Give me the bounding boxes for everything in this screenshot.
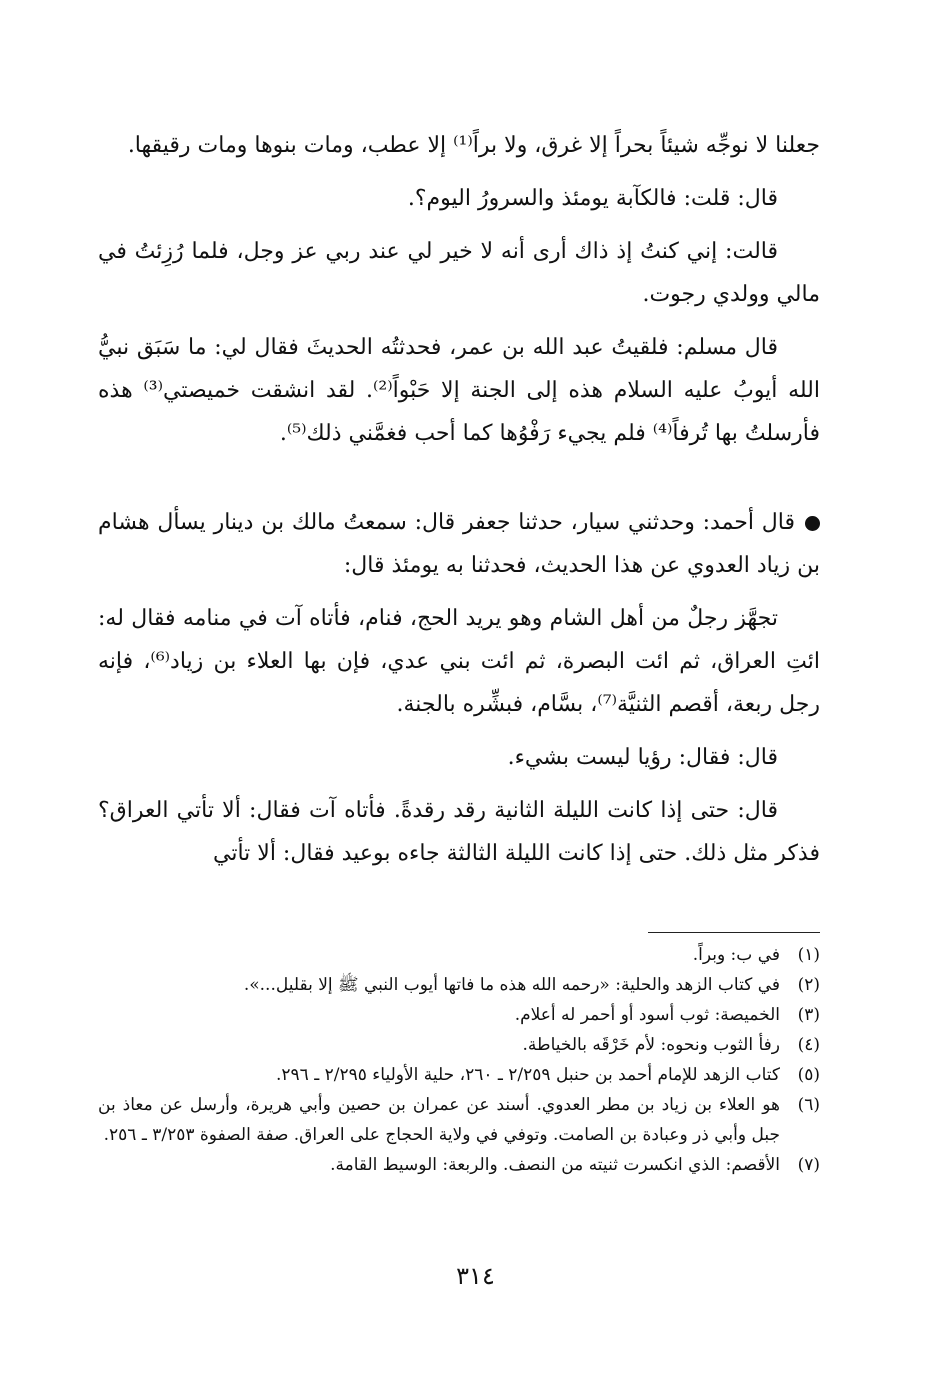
footnote-number: (١) [797,945,820,965]
paragraph: قال مسلم: فلقيتُ عبد الله بن عمر، فحدثتُه الحديثَ فقال لي: ما سَبَق نبيُّ الله أيوبُ عليه السلام هذه إلى الجنة إلا حَبْواً⁽²⁾. لقد انشقت خميصتي⁽³⁾ هذه فأرسلتُ بها تُرفاً⁽⁴⁾ فلم يجيء رَفْوُها كما أحب فغمَّني ذلك⁽⁵⁾. [98,335,820,446]
footnote [98,940,820,970]
main-text [98,124,820,885]
footnotes [98,940,820,1180]
footnote-divider [648,932,820,933]
page-number: ٣١٤ [456,1262,495,1290]
footnote [98,1060,820,1090]
footnote-text: كتاب الزهد للإمام أحمد بن حنبل ٢/٢٥٩ ـ ٢٦٠، حلية الأولياء ٢/٢٩٥ ـ ٢٩٦. [276,1065,780,1085]
footnote [98,1090,820,1150]
paragraph: قالت: إني كنتُ إذ ذاك أرى أنه لا خير لي عند ربي عز وجل، فلما رُزِئتُ في مالي وولدي رجوت. [98,239,820,307]
footnote-text: الخميصة: ثوب أسود أو أحمر له أعلام. [514,1005,780,1025]
paragraph-text: قال أحمد: وحدثني سيار، حدثنا جعفر قال: سمعتُ مالك بن دينار يسأل هشام بن زياد العدوي عن هذا الحديث، فحدثنا به يومئذ قال: [98,510,820,578]
footnote-number: (٣) [797,1005,820,1025]
footnote [98,1030,820,1060]
footnote-text: الأقصم: الذي انكسرت ثنيته من النصف. والربعة: الوسيط القامة. [330,1155,780,1175]
paragraph: جعلنا لا نوجِّه شيئاً بحراً إلا غرق، ولا براً⁽¹⁾ إلا عطب، ومات بنوها ومات رقيقها. [127,133,820,158]
footnote [98,1000,820,1030]
footnote-number: (٥) [797,1065,820,1085]
bullet-icon [805,516,820,531]
paragraph: قال: فقال: رؤيا ليست بشيء. [507,745,778,770]
footnote-text: في ب: وبراً. [692,945,780,965]
paragraph: قال: حتى إذا كانت الليلة الثانية رقد رقدةً. فأتاه آت فقال: ألا تأتي العراق؟ فذكر مثل ذلك. حتى إذا كانت الليلة الثالثة جاءه بوعيد فقال: ألا تأتي [98,798,820,866]
paragraph: قال: قلت: فالكآبة يومئذ والسرورُ اليوم؟. [407,186,778,211]
footnote-number: (٧) [797,1155,820,1175]
footnote-number: (٤) [797,1035,820,1055]
footnote-text: هو العلاء بن زياد بن مطر العدوي. أسند عن عمران بن حصين وأبي هريرة، وأرسل عن معاذ بن جبل وأبي ذر وعبادة بن الصامت. وتوفي في ولاية الحجاج على العراق. صفة الصفوة ٣/٢٥٣ ـ ٢٥٦. [98,1095,780,1145]
footnote-text: رفأ الثوب ونحوه: لأم خَرْقَه بالخياطة. [522,1035,780,1055]
footnote-number: (٦) [797,1095,820,1115]
paragraph: تجهَّز رجلٌ من أهل الشام وهو يريد الحج، فنام، فأتاه آت في منامه فقال له: ائتِ العراق، ثم ائت البصرة، ثم ائت بني عدي، فإن بها العلاء بن زياد⁽⁶⁾، فإنه رجل ربعة، أقصم الثنيَّة⁽⁷⁾، بسَّام، فبشِّره بالجنة. [98,606,820,717]
footnote-text: في كتاب الزهد والحلية: «رحمه الله هذه ما فاتها أيوب النبي ﷺ إلا بقليل...». [243,975,780,995]
paragraph [98,501,820,587]
section-gap [98,465,820,501]
footnote [98,1150,820,1180]
footnote [98,970,820,1000]
footnote-number: (٢) [797,975,820,995]
